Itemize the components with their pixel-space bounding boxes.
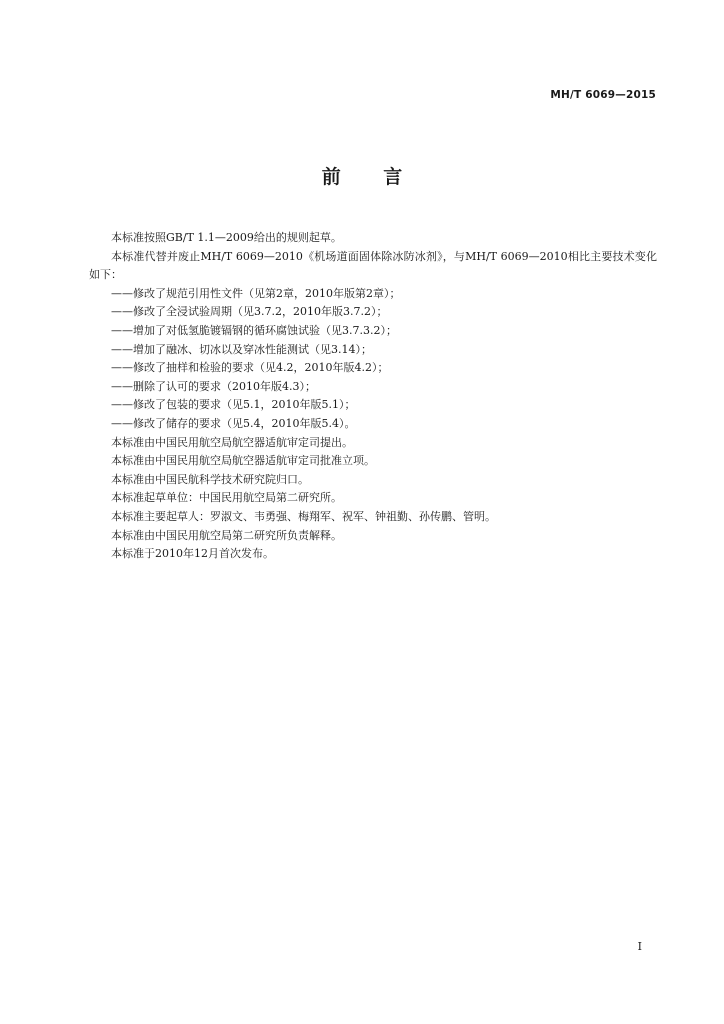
change-item: ——增加了对低氢脆镀镉钢的循环腐蚀试验（见3.7.3.2）； xyxy=(111,323,397,337)
paragraph-interpretation: 本标准由中国民用航空局第二研究所负责解释。 xyxy=(111,528,342,542)
standard-code-header: MH/T 6069—2015 xyxy=(550,89,656,101)
paragraph-replacement: 本标准代替并废止MH/T 6069—2010《机场道面固体除冰防冰剂》，与MH/T 6069—2010相比主要技术变化如下： xyxy=(89,249,657,282)
paragraph-first-release: 本标准于2010年12月首次发布。 xyxy=(111,547,274,561)
change-item: ——修改了全浸试验周期（见3.7.2，2010年版3.7.2）； xyxy=(111,305,388,319)
paragraph-drafting-unit: 本标准起草单位：中国民用航空局第二研究所。 xyxy=(111,491,342,505)
paragraph-drafters: 本标准主要起草人：罗淑文、韦勇强、梅翔军、祝军、钟祖勤、孙传鹏、管明。 xyxy=(111,509,496,523)
change-item: ——修改了规范引用性文件（见第2章，2010年版第2章）； xyxy=(111,286,401,300)
paragraph-centralized-by: 本标准由中国民航科学技术研究院归口。 xyxy=(111,472,309,486)
foreword-body xyxy=(89,229,657,564)
page-title: 前 言 xyxy=(321,166,421,188)
change-item: ——修改了抽样和检验的要求（见4.2，2010年版4.2）； xyxy=(111,361,389,375)
paragraph-approval: 本标准由中国民用航空局航空器适航审定司批准立项。 xyxy=(111,454,375,468)
change-item: ——增加了融冰、切冰以及穿冰性能测试（见3.14）； xyxy=(111,342,372,356)
change-item: ——修改了储存的要求（见5.4，2010年版5.4）。 xyxy=(111,416,356,430)
paragraph-proposer: 本标准由中国民用航空局航空器适航审定司提出。 xyxy=(111,435,353,449)
change-item: ——修改了包装的要求（见5.1，2010年版5.1）； xyxy=(111,398,356,412)
page-number: I xyxy=(637,940,642,953)
change-item: ——删除了认可的要求（2010年版4.3）； xyxy=(111,379,316,393)
paragraph-drafting-rule: 本标准按照GB/T 1.1—2009给出的规则起草。 xyxy=(111,231,342,244)
